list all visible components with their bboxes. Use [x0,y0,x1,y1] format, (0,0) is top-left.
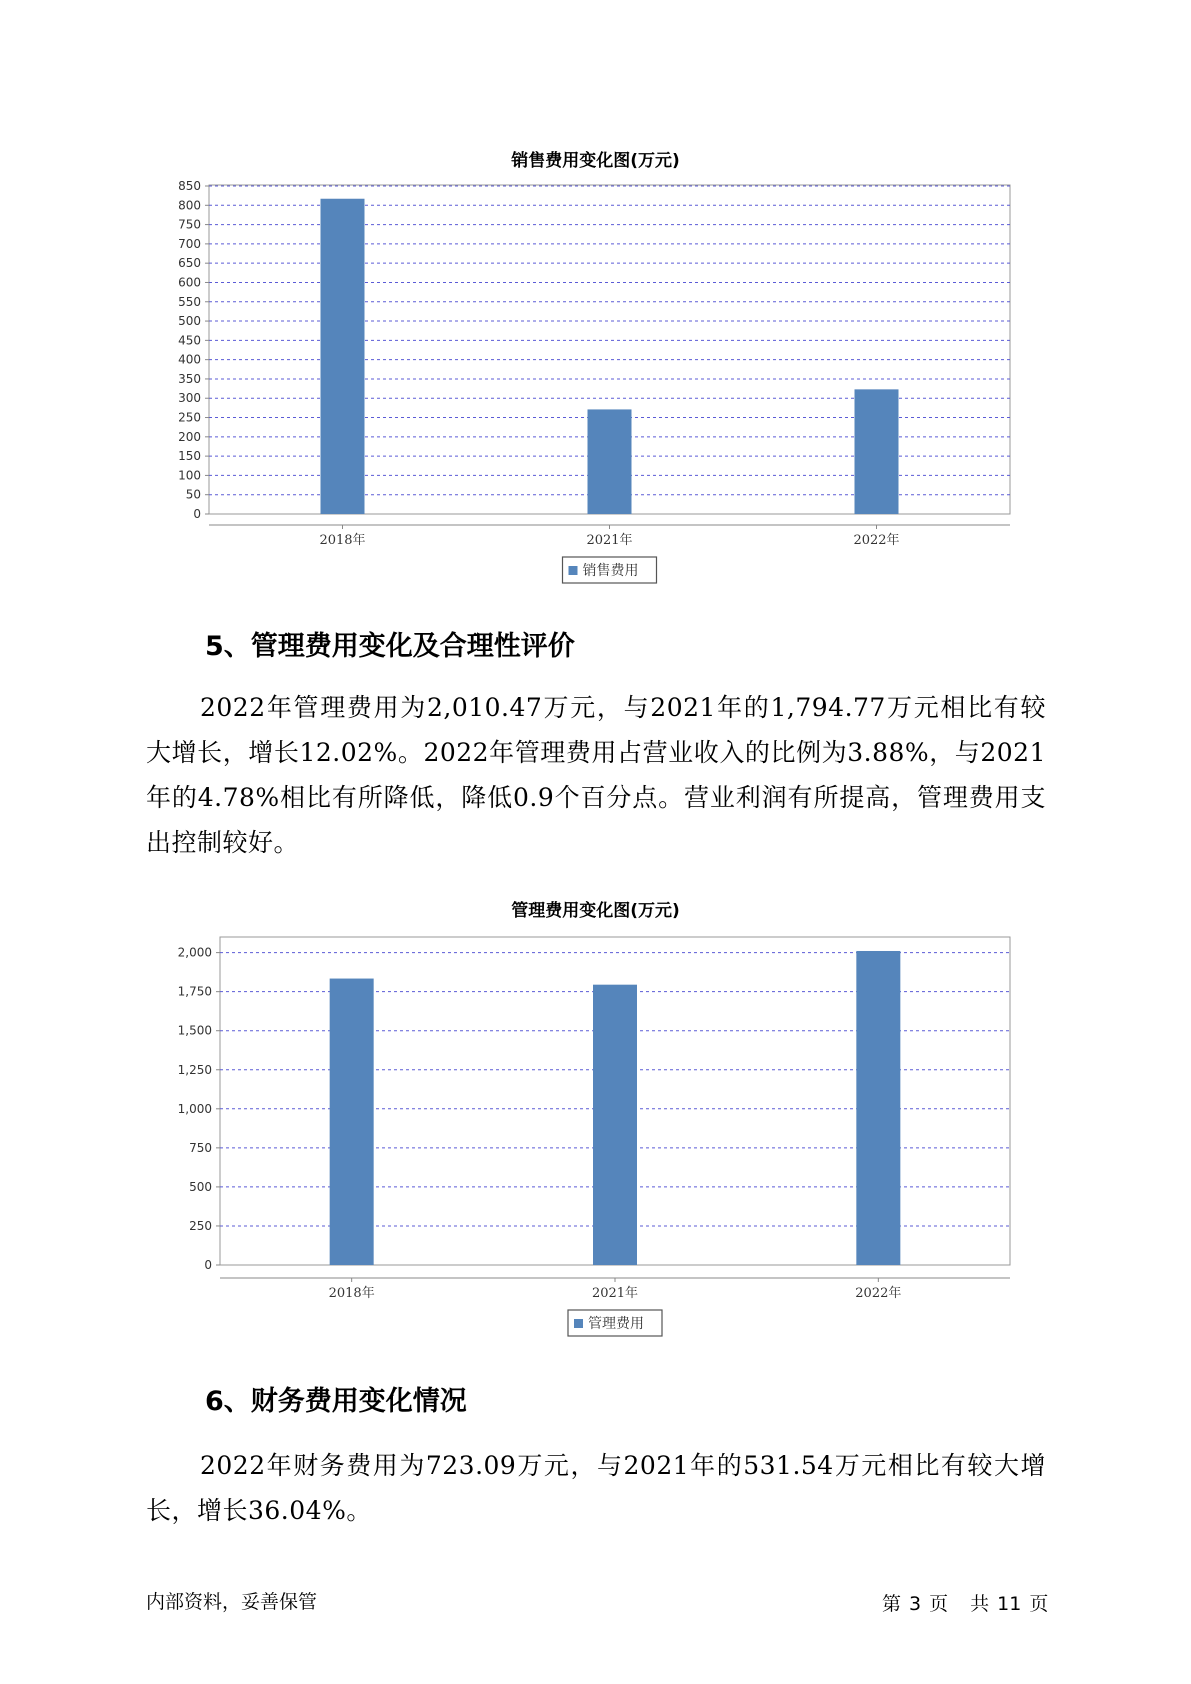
sales-ytick-label: 650 [178,256,201,271]
total-prefix: 共 [970,1593,990,1615]
sales-ytick-label: 600 [178,275,201,290]
management-xtick-label: 2018年 [328,1286,375,1301]
management-legend-swatch [574,1319,583,1328]
sales-ytick-label: 850 [178,179,201,193]
sales-legend-label: 销售费用 [582,563,639,579]
sales-legend-swatch [569,566,578,575]
section-5-heading: 5、管理费用变化及合理性评价 [205,631,575,662]
sales-ytick-label: 750 [178,217,201,232]
sales-expense-chart [0,172,1191,602]
sales-ytick-label: 250 [178,410,201,425]
management-ytick-label: 1,750 [177,984,212,999]
total-pages: 11 [997,1593,1022,1615]
management-xtick-label: 2022年 [855,1286,902,1301]
section-6-paragraph: 2022年财务费用为723.09万元，与2021年的531.54万元相比有较大增长，增长36.04%。 [146,1451,1046,1525]
sales-bar [588,409,632,514]
sales-ytick-label: 400 [178,352,201,367]
management-chart-title: 管理费用变化图(万元) [511,901,680,921]
sales-ytick-label: 800 [178,198,201,213]
management-ytick-label: 250 [189,1218,212,1233]
sales-ytick-label: 350 [178,371,201,386]
page-prefix: 第 [882,1593,902,1615]
section-6-heading: 6、财务费用变化情况 [205,1386,467,1417]
sales-bar [855,389,899,514]
sales-ytick-label: 200 [178,429,201,444]
section-5-paragraph: 2022年管理费用为2,010.47万元，与2021年的1,794.77万元相比有较大增长，增长12.02%。2022年管理费用占营业收入的比例为3.88%，与2021年的4.78%相比有所降低，降低0.9个百分点。营业利润有所提高，管理费用支出控制较好。 [146,693,1046,857]
management-ytick-label: 1,250 [177,1062,212,1077]
page-number: 3 [909,1593,922,1615]
sales-ytick-label: 500 [178,314,201,329]
page-unit: 页 [929,1593,949,1615]
sales-ytick-label: 450 [178,333,201,348]
management-legend-label: 管理费用 [588,1316,644,1332]
management-ytick-label: 1,500 [177,1023,212,1038]
management-xtick-label: 2021年 [591,1286,639,1301]
footer-confidential-note: 内部资料，妥善保管 [146,1591,318,1613]
sales-ytick-label: 150 [178,449,201,464]
total-unit: 页 [1029,1593,1049,1615]
sales-ytick-label: 550 [178,294,201,309]
management-expense-chart [0,920,1191,1352]
management-bar [856,951,900,1265]
management-ytick-label: 0 [204,1258,212,1272]
sales-xtick-label: 2021年 [586,533,633,548]
management-ytick-label: 500 [189,1179,212,1194]
sales-bar [321,199,365,514]
management-bar [593,985,637,1265]
sales-ytick-label: 100 [178,468,201,483]
sales-chart-title: 销售费用变化图(万元) [511,151,680,171]
footer-page-indicator [882,1589,1056,1616]
management-ytick-label: 750 [189,1140,212,1155]
sales-ytick-label: 700 [178,236,201,251]
sales-ytick-label: 0 [193,507,201,521]
sales-ytick-label: 300 [178,391,201,406]
management-ytick-label: 2,000 [177,945,212,960]
sales-xtick-label: 2022年 [853,533,900,548]
sales-xtick-label: 2018年 [319,533,366,548]
management-ytick-label: 1,000 [177,1101,212,1116]
sales-ytick-label: 50 [185,487,201,502]
management-bar [330,979,374,1265]
